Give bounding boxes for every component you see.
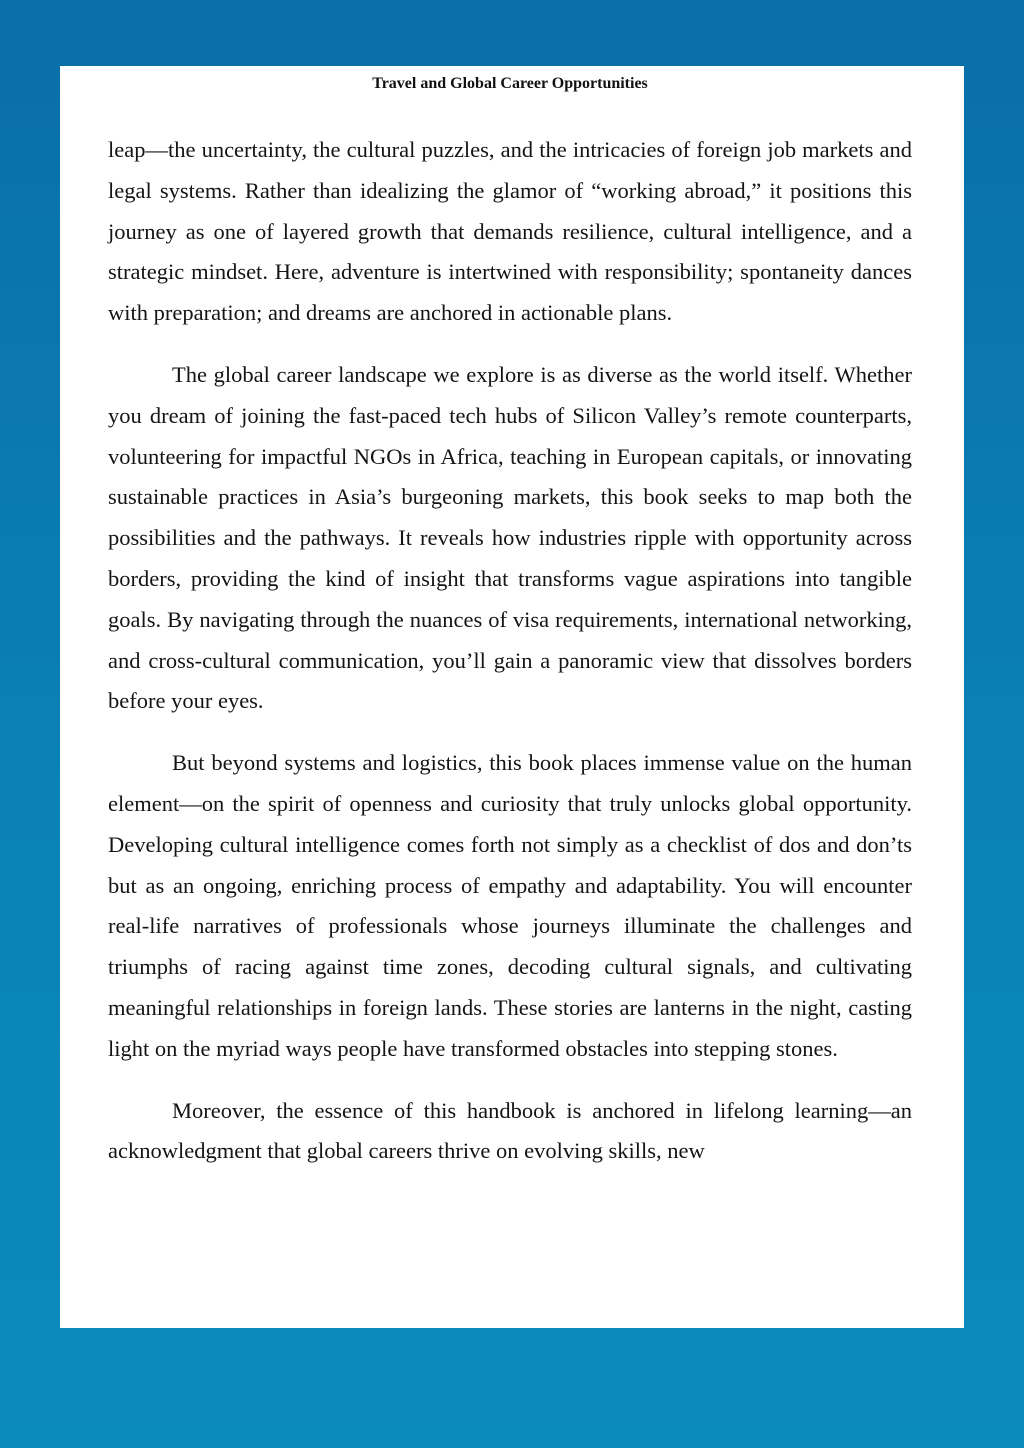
running-head: Travel and Global Career Opportunities [372, 75, 648, 92]
book-page [60, 66, 964, 1328]
paragraph-3: But beyond systems and logistics, this book places immense value on the human element—on the spirit of openness and curiosity that truly unlocks global opportunity. Developing cultural intelligence comes forth not simply as a checklist of dos and don’ts but as an ongoing, enriching process of empathy and adaptability. You will encounter real-life narratives of professionals whose journeys illuminate the challenges and triumphs of racing against time zones, decoding cultural signals, and cultivating meaningful relationships in foreign lands. These stories are lanterns in the night, casting light on the myriad ways people have transformed obstacles into stepping stones. [108, 750, 912, 1061]
paragraph-1: leap—the uncertainty, the cultural puzzles, and the intricacies of foreign job markets and legal systems. Rather than idealizing the glamor of “working abroad,” it positions this journey as one of layered growth that demands resilience, cultural intelligence, and a strategic mindset. Here, adventure is intertwined with responsibility; spontaneity dances with preparation; and dreams are anchored in actionable plans. [108, 137, 912, 326]
body-text [108, 130, 912, 1172]
paragraph-4: Moreover, the essence of this handbook is anchored in lifelong learning—an acknowledgment that global careers thrive on evolving skills, new [108, 1097, 912, 1164]
paragraph-2: The global career landscape we explore is as diverse as the world itself. Whether you dream of joining the fast-paced tech hubs of Silicon Valley’s remote counterparts, volunteering for impactful NGOs in Africa, teaching in European capitals, or innovating sustainable practices in Asia’s burgeoning markets, this book seeks to map both the possibilities and the pathways. It reveals how industries ripple with opportunity across borders, providing the kind of insight that transforms vague aspirations into tangible goals. By navigating through the nuances of visa requirements, international networking, and cross-cultural communication, you’ll gain a panoramic view that dissolves borders before your eyes. [108, 361, 912, 714]
